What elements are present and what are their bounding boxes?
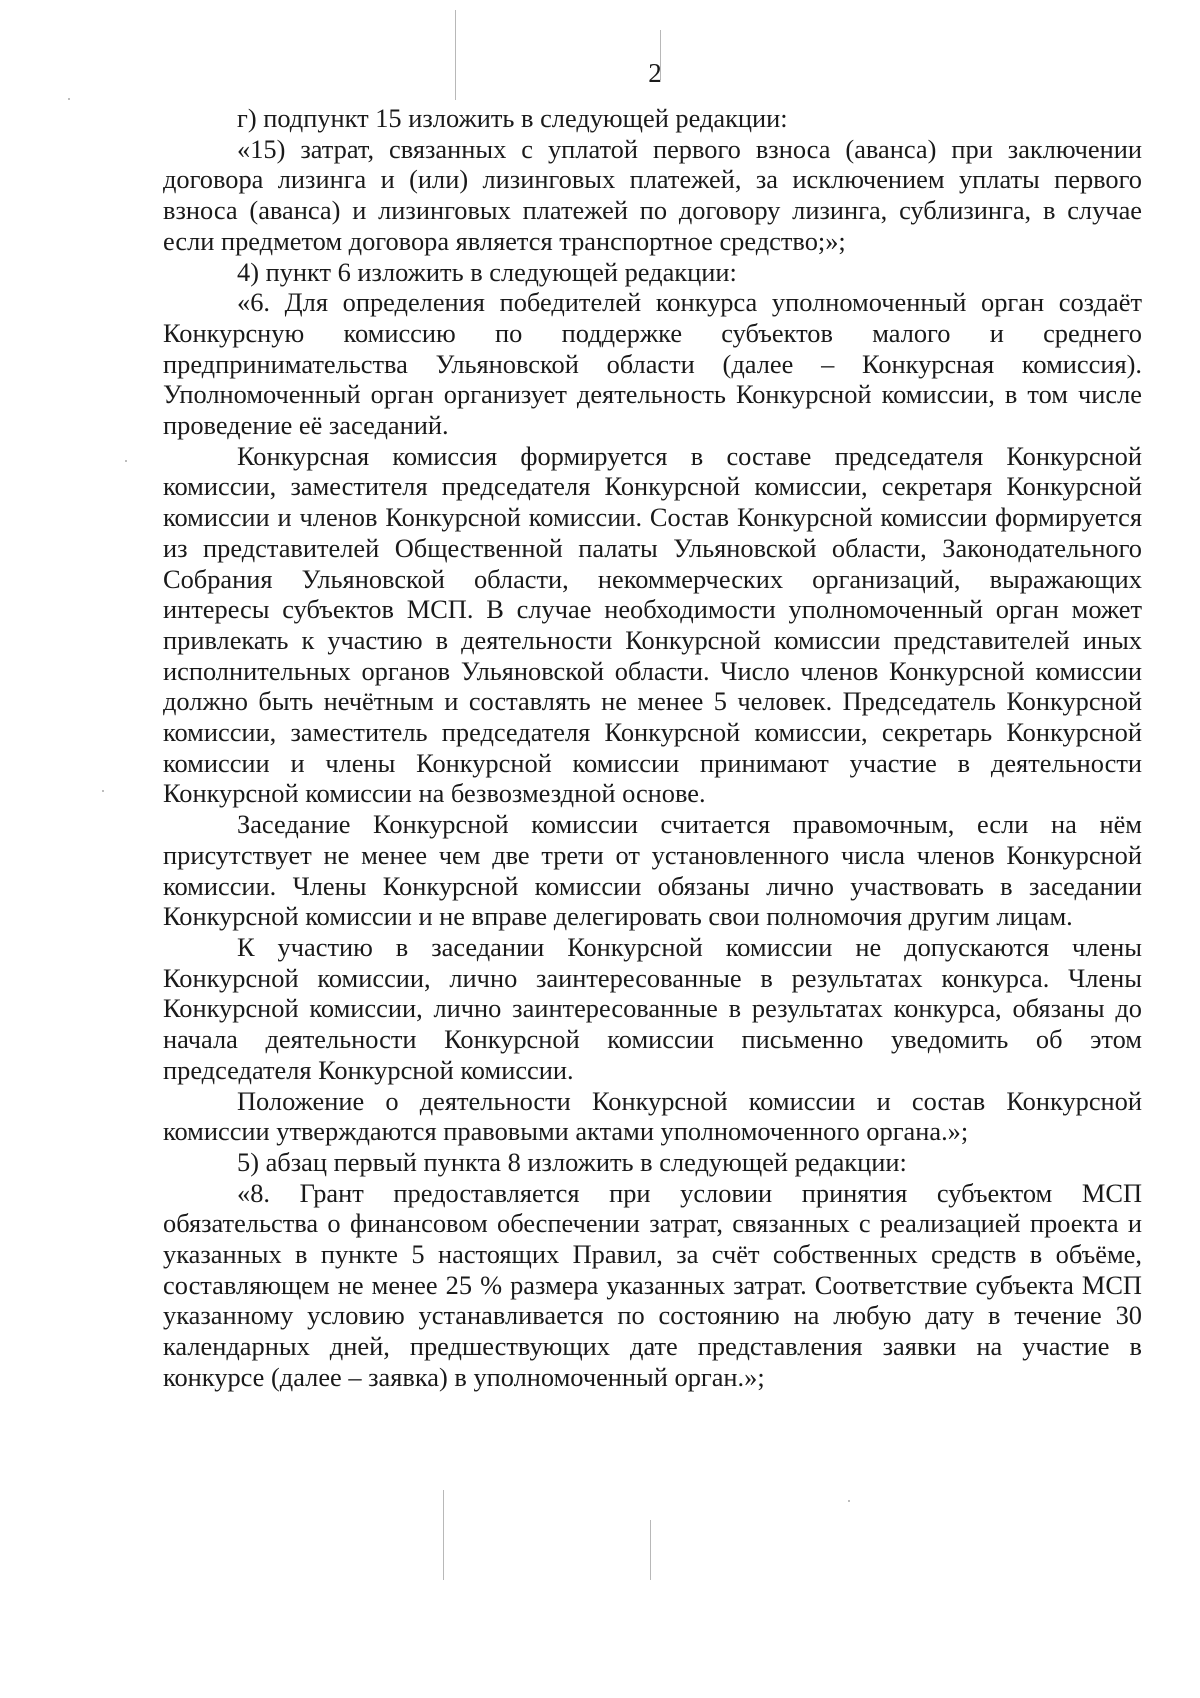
scan-artifact-dot <box>68 98 70 100</box>
paragraph-item-5: 5) абзац первый пункта 8 изложить в следующей редакции: <box>237 1146 907 1177</box>
paragraph-subitem-g: г) подпункт 15 изложить в следующей редакции: <box>237 103 788 133</box>
paragraph-item-4: 4) пункт 6 изложить в следующей редакции: <box>237 256 737 287</box>
paragraph-conflict-of-interest: К участию в заседании Конкурсной комиссии не допускаются члены Конкурсной комиссии, лично заинтересованные в результатах конкурса. Члены Конкурсной комиссии, лично заинтересованные в результатах конкурса, обязаны до начала деятельности Конкурсной комиссии письменно уведомить об этом председателя Конкурсной комиссии. <box>163 931 1142 1085</box>
paragraph-subitem-15: «15) затрат, связанных с уплатой первого взноса (аванса) при заключении договора лизинга и (или) лизинговых платежей, за исключением уплаты первого взноса (аванса) и лизинговых платежей по договору лизинга, сублизинга, в случае если предметом договора является транспортное средство;»; <box>163 133 1142 256</box>
scan-artifact-line <box>443 1490 444 1580</box>
scan-artifact-dot <box>848 1500 850 1502</box>
scan-artifact-dot <box>102 790 104 792</box>
page-number: 2 <box>648 58 662 88</box>
document-body <box>163 103 1142 1393</box>
scan-artifact-line <box>650 1520 651 1580</box>
paragraph-point-6: «6. Для определения победителей конкурса уполномоченный орган создаёт Конкурсную комиссию по поддержке субъектов малого и среднего предпринимательства Ульяновской области (далее – Конкурсная комиссия). Уполномоченный орган организует деятельность Конкурсной комиссии, в том числе проведение её заседаний. <box>163 287 1142 441</box>
paragraph-commission-composition: Конкурсная комиссия формируется в составе председателя Конкурсной комиссии, заместителя председателя Конкурсной комиссии, секретаря Конкурсной комиссии и членов Конкурсной комиссии. Состав Конкурсной комиссии формируется из представителей Общественной палаты Ульяновской области, Законодательного Собрания Ульяновской области, некоммерческих организаций, выражающих интересы субъектов МСП. В случае необходимости уполномоченный орган может привлекать к участию в деятельности Конкурсной комиссии представителей иных исполнительных органов Ульяновской области. Число членов Конкурсной комиссии должно быть нечётным и составлять не менее 5 человек. Председатель Конкурсной комиссии, заместитель председателя Конкурсной комиссии, секретарь Конкурсной комиссии и члены Конкурсной комиссии принимают участие в деятельности Конкурсной комиссии на безвозмездной основе. <box>163 440 1142 809</box>
paragraph-commission-quorum: Заседание Конкурсной комиссии считается правомочным, если на нём присутствует не менее чем две трети от установленного числа членов Конкурсной комиссии. Члены Конкурсной комиссии обязаны лично участвовать в заседании Конкурсной комиссии и не вправе делегировать свои полномочия другим лицам. <box>163 809 1142 932</box>
scan-artifact-dot <box>125 460 127 462</box>
paragraph-commission-regulation: Положение о деятельности Конкурсной комиссии и состав Конкурсной комиссии утверждаются правовыми актами уполномоченного органа.»; <box>163 1085 1142 1147</box>
paragraph-point-8: «8. Грант предоставляется при условии принятия субъектом МСП обязательства о финансовом обеспечении затрат, связанных с реализацией проекта и указанных в пункте 5 настоящих Правил, за счёт собственных средств в объёме, составляющем не менее 25 % размера указанных затрат. Соответствие субъекта МСП указанному условию устанавливается по состоянию на любую дату в течение 30 календарных дней, предшествующих дате представления заявки на участие в конкурсе (далее – заявка) в уполномоченный орган.»; <box>163 1177 1142 1392</box>
